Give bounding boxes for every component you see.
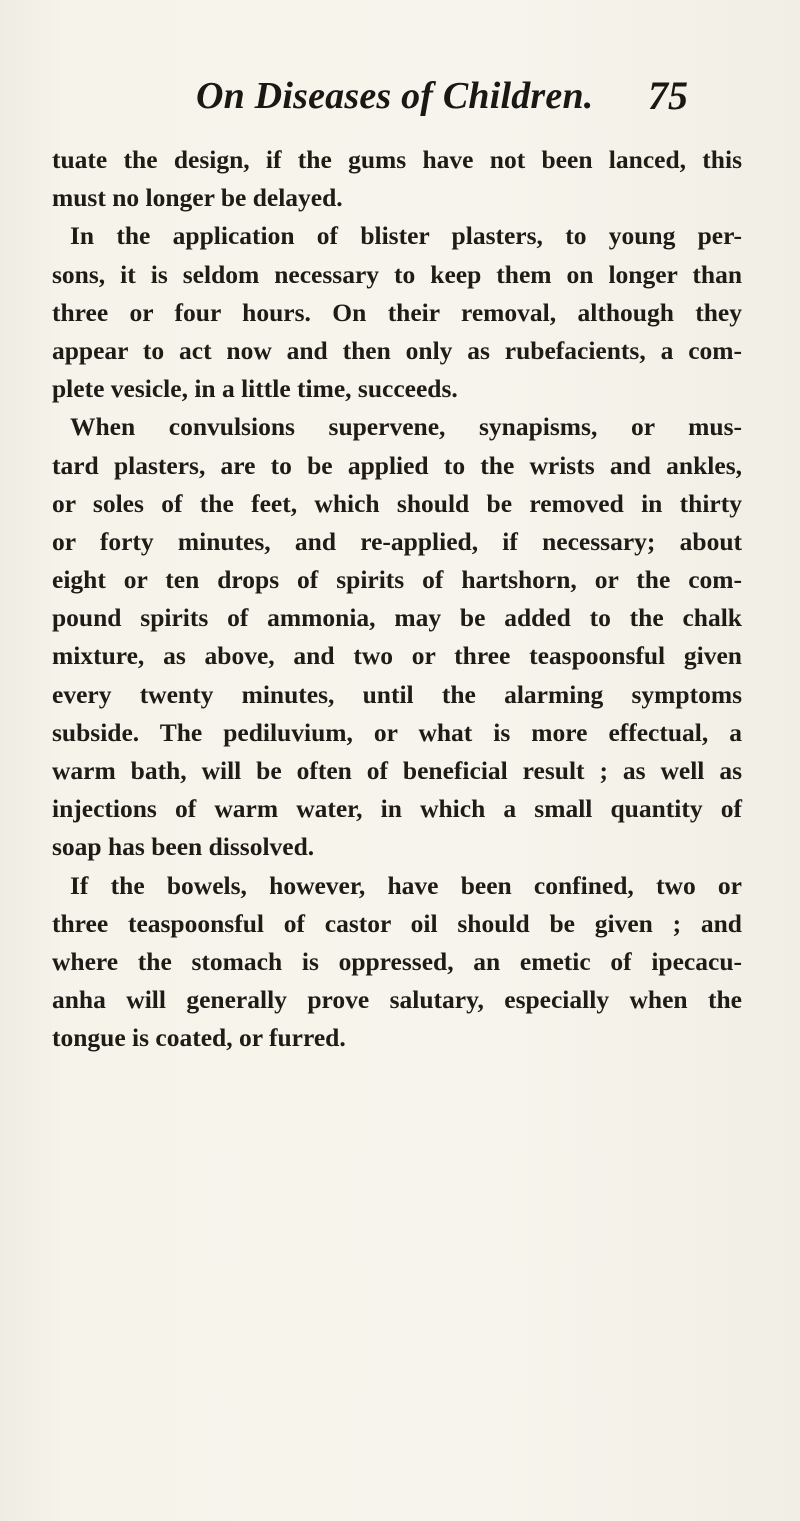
page-header (196, 72, 756, 128)
text-line: tuate the design, if the gums have not been lanced, this (52, 145, 742, 174)
text-line: three teaspoonsful of castor oil should be given ; and (52, 908, 742, 938)
text-line: warm bath, will be often of beneficial result ; as well as (52, 756, 742, 785)
text-line: tard plasters, are to be applied to the wrists and ankles, (52, 450, 742, 480)
body-text (52, 141, 742, 1058)
paragraph-start-line: If the bowels, however, have been confined, two or (70, 870, 742, 900)
text-line: appear to act now and then only as rubefacients, a com- (52, 335, 742, 365)
text-line: must no longer be delayed. (52, 183, 343, 213)
page-number: 75 (648, 73, 688, 118)
running-title: On Diseases of Children. (196, 75, 594, 117)
text-line: where the stomach is oppressed, an emetic of ipecacu- (52, 946, 742, 976)
text-line: every twenty minutes, until the alarming symptoms (52, 679, 742, 709)
text-line: sons, it is seldom necessary to keep them on longer than (52, 259, 742, 289)
text-line: plete vesicle, in a little time, succeeds. (52, 374, 458, 404)
text-line: or forty minutes, and re-applied, if necessary; about (52, 526, 742, 556)
text-line: or soles of the feet, which should be removed in thirty (52, 488, 742, 518)
paragraph-start-line: When convulsions supervene, synapisms, or mus- (70, 412, 742, 442)
text-line: pound spirits of ammonia, may be added to the chalk (52, 603, 742, 633)
text-line: injections of warm water, in which a small quantity of (52, 794, 742, 824)
text-line: three or four hours. On their removal, although they (52, 297, 742, 327)
text-line: anha will generally prove salutary, especially when the (52, 985, 742, 1015)
text-line: soap has been dissolved. (52, 832, 315, 862)
text-line: tongue is coated, or furred. (52, 1023, 346, 1053)
text-line: mixture, as above, and two or three teaspoonsful given (52, 641, 742, 671)
text-line: subside. The pediluvium, or what is more effectual, a (52, 717, 742, 747)
paragraph-start-line: In the application of blister plasters, to young per- (70, 221, 742, 251)
text-line: eight or ten drops of spirits of hartshorn, or the com- (52, 565, 742, 595)
